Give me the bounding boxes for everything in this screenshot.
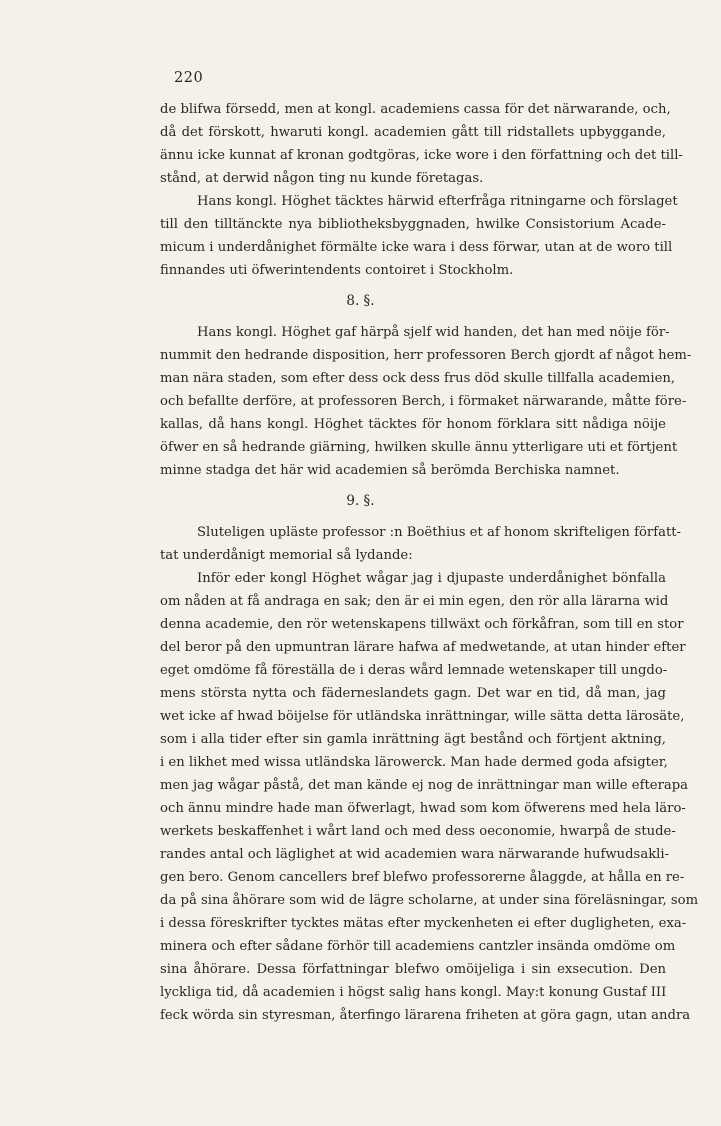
text-line: wet icke af hwad böijelse för utländska inrättningar, wille sätta detta lärosäte, xyxy=(160,709,685,724)
text-line: och befallte derföre, at professoren Berch, i förmaket närwarande, måtte före- xyxy=(160,394,687,409)
text-line: då det förskott, hwaruti kongl. academien gått till ridstallets upbyggande, xyxy=(160,125,666,140)
text-line: denna academie, den rör wetenskapens tillwäxt och förkåfran, som till en stor xyxy=(160,617,684,632)
text-line: nummit den hedrande disposition, herr professoren Berch gjordt af något hem- xyxy=(160,348,692,363)
text-line: randes antal och läglighet at wid academien wara närwarande hufwudsakli- xyxy=(160,847,670,862)
text-line: man nära staden, som efter dess ock dess frus död skulle tillfalla academien, xyxy=(160,371,676,386)
text-line: micum i underdånighet förmälte icke wara i dess förwar, utan at de woro till xyxy=(160,240,673,255)
text-line: de blifwa försedd, men at kongl. academiens cassa för det närwarande, och, xyxy=(160,102,671,117)
text-line: feck wörda sin styresman, återfingo lärarena friheten at göra gagn, utan andra xyxy=(160,1008,691,1023)
text-line: till den tilltänckte nya bibliotheksbyggnaden, hwilke Consistorium Acade- xyxy=(160,217,666,232)
text-line: del beror på den upmuntran lärare hafwa af medwetande, at utan hinder efter xyxy=(160,640,686,655)
text-line: ännu icke kunnat af kronan godtgöras, icke wore i den författning och det till- xyxy=(160,148,683,163)
text-line: gen bero. Genom cancellers bref blefwo professorerne ålaggde, at hålla en re- xyxy=(160,870,685,885)
text-line: Hans kongl. Höghet täcktes härwid efterfråga ritningarne och förslaget xyxy=(197,194,678,209)
text-line: Hans kongl. Höghet gaf härpå sjelf wid handen, det han med nöije för- xyxy=(197,325,670,340)
section-heading: 9. §. xyxy=(346,493,375,509)
text-line: tat underdånigt memorial så lydande: xyxy=(160,548,413,563)
text-line: kallas, då hans kongl. Höghet täcktes för honom förklara sitt nådiga nöije xyxy=(160,417,666,432)
text-line: finnandes uti öfwerintendents contoiret i Stockholm. xyxy=(160,263,514,278)
text-line: sina åhörare. Dessa författningar blefwo omöijeliga i sin exsecution. Den xyxy=(160,962,666,977)
text-line: minne stadga det här wid academien så berömda Berchiska namnet. xyxy=(160,463,620,478)
text-line: minera och efter sådane förhör till academiens cantzler insända omdöme om xyxy=(160,939,676,954)
text-line: stånd, at derwid någon ting nu kunde företagas. xyxy=(160,171,484,186)
text-line: lyckliga tid, då academien i högst salig hans kongl. May:t konung Gustaf III xyxy=(160,985,667,1000)
section-heading: 8. §. xyxy=(346,293,375,309)
text-line: werkets beskaffenhet i wårt land och med dess oeconomie, hwarpå de stude- xyxy=(160,824,676,839)
text-line: i dessa föreskrifter tycktes mätas efter myckenheten ei efter dugligheten, exa- xyxy=(160,916,687,931)
text-line: Inför eder kongl Höghet wågar jag i djupaste underdånighet bönfalla xyxy=(197,571,666,586)
text-line: i en likhet med wissa utländska lärowerck. Man hade dermed goda afsigter, xyxy=(160,755,668,770)
text-line: Sluteligen upläste professor :n Boëthius et af honom skrifteligen författ- xyxy=(197,525,682,540)
text-line: om nåden at få andraga en sak; den är ei min egen, den rör alla lärarna wid xyxy=(160,594,669,609)
text-line: mens största nytta och fäderneslandets gagn. Det war en tid, då man, jag xyxy=(160,686,666,701)
text-line: öfwer en så hedrande giärning, hwilken skulle ännu ytterligare uti et förtjent xyxy=(160,440,678,455)
page-number: 220 xyxy=(174,70,204,86)
text-line: men jag wågar påstå, det man kände ej nog de inrättningar man wille efterapa xyxy=(160,778,689,793)
text-line: da på sina åhörare som wid de lägre scholarne, at under sina föreläsningar, som xyxy=(160,893,699,908)
text-line: som i alla tider efter sin gamla inrättning ägt bestånd och förtjent aktning, xyxy=(160,732,666,747)
text-line: och ännu mindre hade man öfwerlagt, hwad som kom öfwerens med hela läro- xyxy=(160,801,686,816)
text-line: eget omdöme få föreställa de i deras wård lemnade wetenskaper till ungdo- xyxy=(160,663,668,678)
